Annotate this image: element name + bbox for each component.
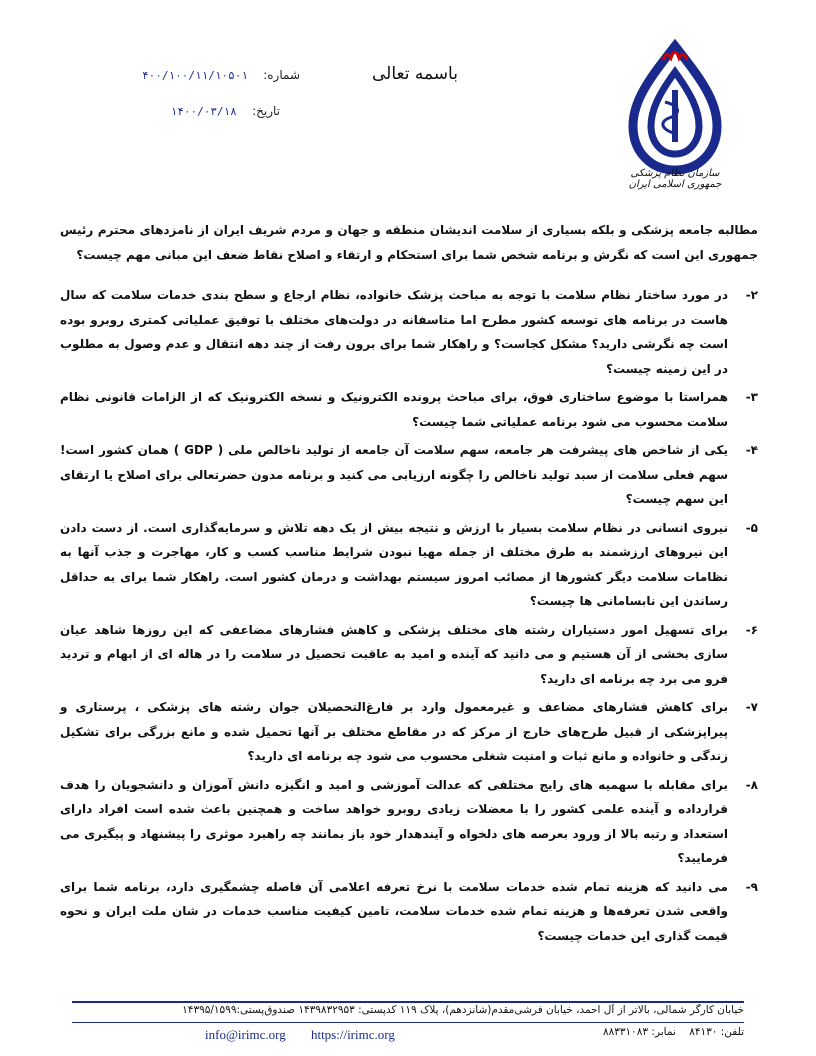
item-number: ۸-: [745, 777, 758, 792]
list-item: [60, 385, 758, 434]
list-item: [60, 516, 758, 614]
footer-links: [205, 1027, 417, 1043]
list-item: [60, 618, 758, 692]
number-label: شماره:: [263, 68, 300, 82]
number-value: ۴۰۰/۱۰۰/۱۱/۱۰۵۰۱: [141, 69, 248, 82]
footer-email-link[interactable]: info@irimc.org: [205, 1027, 286, 1042]
item-number: ۲-: [745, 288, 758, 302]
list-item: [60, 773, 758, 871]
item-text: برای تسهیل امور دستیاران رشته های مختلف پزشکی و کاهش فشارهای مضاعفی که این روزها شاهد عیان سازی بخشی از آن هستیم و می دانید که آینده و امید به عاقبت تحصیل در سلامت را در هاله ای از ابهام و تردید فرو می برد چه برنامه ای دارید؟: [60, 622, 728, 686]
letter-number: [140, 68, 300, 82]
list-item: [60, 875, 758, 949]
list-item: [60, 695, 758, 769]
item-number: ۵-: [745, 520, 758, 535]
date-value: ۱۴۰۰/۰۳/۱۸: [170, 105, 237, 118]
item-text: نیروی انسانی در نظام سلامت بسیار با ارزش و نتیجه بیش از یک دهه تلاش و سرمایه‌گذاری است. از دست دادن این نیروهای ارزشمند به طرق مختلف از جمله مهیا نبودن شرایط مناسب کسب و کار، مهاجرت و جذب آنها به نظامات سلامت دیگر کشورها از مصائب امروز سیستم بهداشت و درمان کشور است. راهکار شما برای به حداقل رساندن این نابسامانی ها چیست؟: [60, 520, 728, 608]
item-text: در مورد ساختار نظام سلامت با توجه به مباحث پزشک خانواده، نظام ارجاع و سطح بندی خدمات سلامت که سال هاست در برنامه های توسعه کشور مطرح اما متاسفانه در دولت‌های مختلف با توفیق عملیاتی کمتری روبرو بوده است چه نگرشی دارید؟ مشکل کجاست؟ و راهکار شما برای برون رفت از چند دهه انتقال و عدم وصول به مطلوب در این زمینه چیست؟: [60, 288, 728, 376]
item-number: ۹-: [745, 879, 758, 894]
item-number: ۴-: [745, 443, 758, 457]
intro-paragraph: مطالبه جامعه پزشکی و بلکه بسیاری از سلامت اندیشان منطقه و جهان و مردم شریف ایران از نامزدهای محترم رئیس جمهوری این است که نگرش و برنامه شخص شما برای استحکام و ارتقاء و اصلاح نقاط ضعف این مبانی مهم چیست؟: [60, 223, 758, 262]
logo-caption: سازمان نظام پزشکی جمهوری اسلامی ایران: [628, 168, 722, 190]
item-text: یکی از شاخص های پیشرفت هر جامعه، سهم سلامت آن جامعه از تولید ناخالص ملی ( GDP ) همان کشور است! سهم فعلی سلامت از سبد تولید ناخالص را چگونه ارزیابی می کنید و برنامه مدون حضرتعالی برای اصلاح یا ارتقای این سهم چیست؟: [60, 443, 728, 506]
letter-date: [160, 104, 280, 118]
footer-divider: [72, 1001, 744, 1003]
footer-phone: تلفن: ۸۴۱۳۰: [689, 1026, 744, 1038]
list-item: [60, 283, 758, 381]
footer-address: خیابان کارگر شمالی، بالاتر از آل احمد، خیابان فرشی‌مقدم(شانزدهم)، پلاک ۱۱۹ کدپستی: ۱۴۳۹۸۳۲۹۵۳ صندوق‌پستی:۱۴۳۹۵/۱۵۹۹: [182, 1004, 744, 1016]
item-number: ۳-: [745, 390, 758, 404]
item-text: برای کاهش فشارهای مضاعف و غیرمعمول وارد بر فارغ‌التحصیلان جوان رشته های پزشکی ، پرستاری و پیراپزشکی از قبیل طرح‌های خارج از مرکز که در مقاطع مختلف بر آنها تحمیل شده و مانع بزرگی برای تشکیل زندگی و خانواده و مانع ثبات و امنیت شغلی محسوب می شود چه برنامه ای دارید؟: [60, 700, 728, 763]
list-item: [60, 438, 758, 512]
item-text: همراستا با موضوع ساختاری فوق، برای مباحث پرونده الکترونیک و نسخه الکترونیک که از الزامات قانونی نظام سلامت محسوب می شود برنامه عملیاتی شما چیست؟: [60, 390, 728, 429]
letter-body: [60, 218, 758, 952]
item-text: برای مقابله با سهمیه های رایج مختلفی که عدالت آموزشی و امید و انگیزه دانش آموزان و دانشجویان را هدف قرارداده و آینده علمی کشور را با معضلات زیادی روبرو خواهد ساخت و همچنین باعث شده است افراد دارای استعداد و رتبه بالا از ورود بعرصه های دلخواه و آیندهدار خود باز بمانند چه راهبرد موثری را پیشنهاد و پیگیری می فرمایید؟: [60, 777, 728, 865]
letter-heading: باسمه تعالی: [372, 64, 458, 84]
footer-website-link[interactable]: https://irimc.org: [310, 1027, 395, 1042]
item-number: ۷-: [745, 700, 758, 714]
item-number: ۶-: [745, 622, 758, 637]
footer-fax: نمابر: ۸۸۳۳۱۰۸۳: [602, 1026, 676, 1038]
date-label: تاریخ:: [252, 104, 280, 118]
footer-divider: [72, 1022, 744, 1023]
item-text: می دانید که هزینه تمام شده خدمات سلامت با نرخ تعرفه اعلامی آن فاصله چشمگیری دارد، برنامه شما برای واقعی شدن تعرفه‌ها و هزینه تمام شده خدمات سلامت، تامین کیفیت مناسب خدمات در شان ملت ایران و نحوه قیمت گذاری این خدمات چیست؟: [60, 879, 728, 943]
